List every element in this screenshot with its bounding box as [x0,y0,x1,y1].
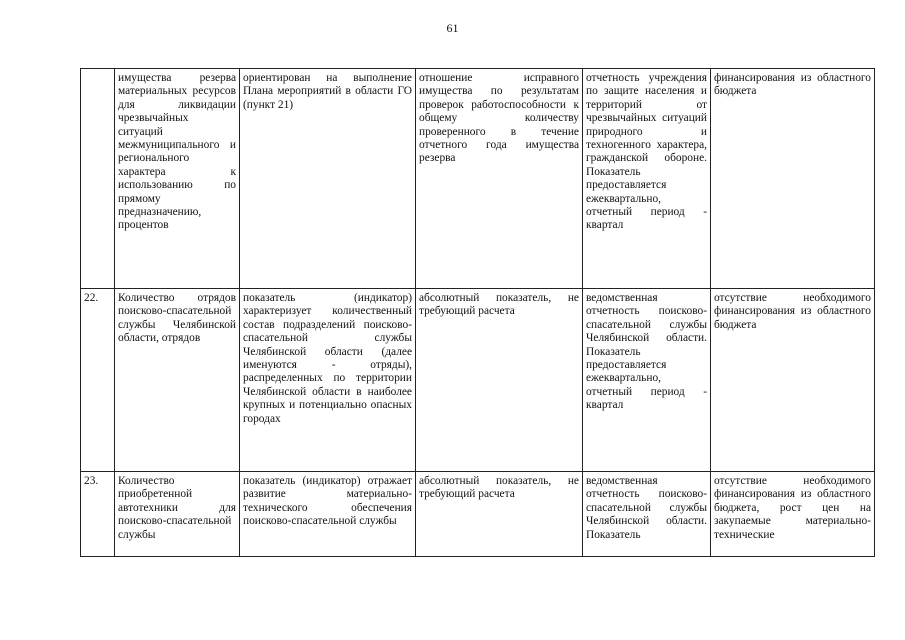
table-row [81,472,875,557]
page-number: 61 [446,21,459,35]
data-source-cell: отчетность учреждения по защите населения и территорий от чрезвычайных ситуаций природного и техногенного характера, гражданской обороне. Показатель предоставляется ежеквартально, отчетный период - квартал [583,69,711,289]
indicators-table [80,68,875,557]
risk-factor-cell: отсутствие необходимого финансирования из областного бюджета [711,289,875,472]
indicator-name-cell: имущества резерва материальных ресурсов для ликвидации чрезвычайных ситуаций межмуниципального и регионального характера к использованию по прямому предназначению, процентов [115,69,240,289]
indicator-name-cell: Количество приобретенной автотехники для поисково-спасательной службы [115,472,240,557]
data-source-cell: ведомственная отчетность поисково-спасательной службы Челябинской области. Показатель предоставляется ежеквартально, отчетный период - квартал [583,289,711,472]
table-row [81,69,875,289]
calculation-method-cell: абсолютный показатель, не требующий расчета [416,289,583,472]
indicator-name-cell: Количество отрядов поисково-спасательной службы Челябинской области, отрядов [115,289,240,472]
data-source-cell: ведомственная отчетность поисково-спасательной службы Челябинской области. Показатель [583,472,711,557]
risk-factor-cell: финансирования из областного бюджета [711,69,875,289]
indicator-description-cell: показатель (индикатор) характеризует количественный состав подразделений поисково-спасательной службы Челябинской области (далее именуются - отряды), распределенных по территории Челябинской области в наиболее крупных и потенциально опасных городах [240,289,416,472]
risk-factor-cell: отсутствие необходимого финансирования из областного бюджета, рост цен на закупаемые материально-технические [711,472,875,557]
row-number-cell [81,69,115,289]
row-number-cell: 22. [81,289,115,472]
row-number-cell: 23. [81,472,115,557]
indicator-description-cell: ориентирован на выполнение Плана мероприятий в области ГО (пункт 21) [240,69,416,289]
calculation-method-cell: отношение исправного имущества по результатам проверок работоспособности к общему количеству проверенного в течение отчетного года имущества резерва [416,69,583,289]
indicator-description-cell: показатель (индикатор) отражает развитие материально-технического обеспечения поисково-спасательной службы [240,472,416,557]
table-row [81,289,875,472]
calculation-method-cell: абсолютный показатель, не требующий расчета [416,472,583,557]
